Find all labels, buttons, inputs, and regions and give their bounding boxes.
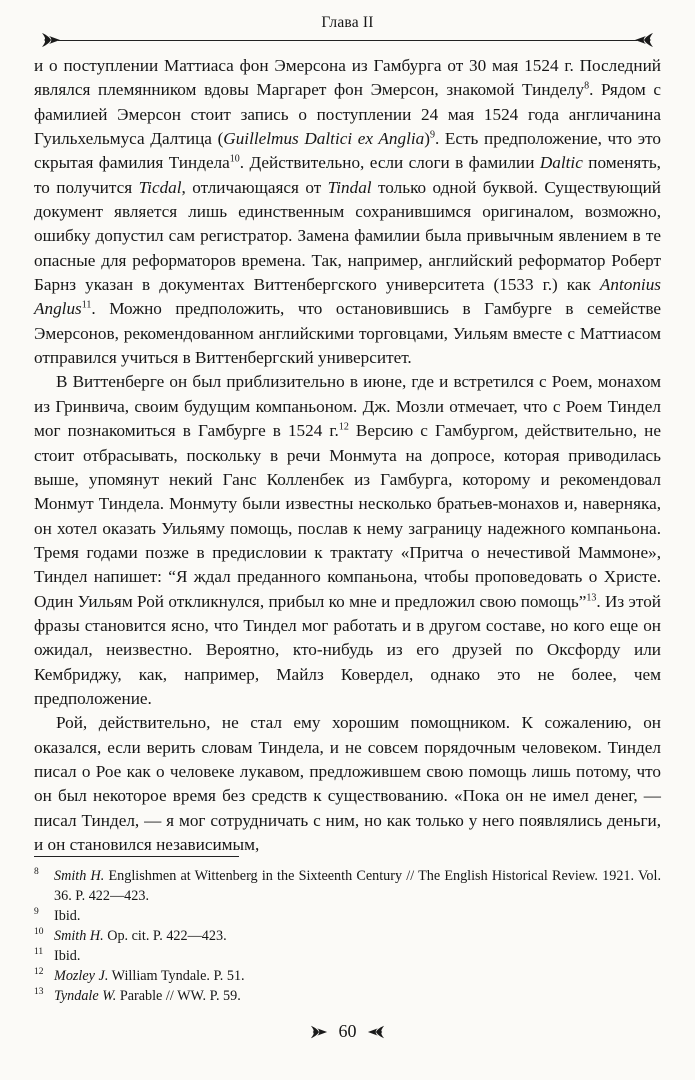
italic-text: Daltic: [539, 153, 583, 173]
fleuron-ornament-icon: [307, 1023, 331, 1041]
footnote: 10 Smith H. Op. cit. P. 422—423.: [34, 927, 227, 944]
text-run: , отличающаяся от: [181, 177, 328, 197]
text-run: ): [424, 129, 430, 149]
paragraph: [34, 711, 661, 857]
footnote-ref: 10: [229, 153, 240, 165]
footnote-separator: [34, 856, 239, 857]
text-run: William Tyndale. P. 51.: [108, 968, 245, 984]
italic-text: Tyndale W.: [54, 988, 117, 1004]
paragraph: [34, 54, 661, 370]
text-run: поменять, то получится: [34, 153, 661, 197]
chapter-title: Глава II: [321, 14, 374, 31]
text-run: Версию с Гамбургом, действительно, не стоит отбрасывать, поскольку в речи Монмута на допросе, которая приводилась выше, упомянут некий Ганс Колленбек из Гамбурга, которому и рекомендовал Монмут Тиндела. Монмуту были известны несколько братьев-монахов и, наверняка, он хотел оказать Уильяму помощь, послав к нему заграницу надежного компаньона. Тремя годами позже в предисловии к трактату «Притча о нечестивой Маммоне», Тиндел напишет: “Я ждал преданного компаньона, чтобы проповедовать о Христе. Один Уильям Рой откликнулся, прибыл ко мне и предложил свою помощь”: [34, 421, 661, 611]
text-run: . Из этой фразы становится ясно, что Тиндел мог работать и в другом составе, но кого еще он ожидал, неизвестно. Вероятно, кто-нибудь из его друзей по Оксфорду или Кембриджу, как, например, Майлз Ковердел, однако это не более, чем предположение.: [34, 591, 661, 708]
footnote: 9 Ibid.: [34, 907, 81, 924]
page-number: 60: [338, 1021, 357, 1042]
footnote: 13 Tyndale W. Parable // WW. P. 59.: [34, 987, 241, 1004]
footnote-ref: 8: [584, 80, 590, 92]
footnote-ref: 12: [338, 421, 349, 433]
italic-text: Smith H.: [54, 868, 105, 884]
text-run: Ibid.: [54, 948, 81, 964]
text-run: Englishmen at Wittenberg in the Sixteenth Century // The English Historical Review. 1921. Vol. 36. P. 422—423.: [54, 868, 662, 904]
italic-text: Ticdal: [138, 177, 182, 197]
text-run: . Можно предположить, что остановившись в Гамбурге в семействе Эмерсонов, рекомендованном английскими торговцами, Уильям вместе с Маттиасом отправился учиться в Виттенбергский университет.: [34, 299, 661, 368]
text-run: . Действительно, если слоги в фамилии: [239, 153, 540, 173]
text-run: и о поступлении Маттиаса фон Эмерсона из Гамбурга от 30 мая 1524 г. Последний являлся племянником вдовы Маргарет фон Эмерсон, знакомой Тинделу: [34, 56, 661, 100]
header-rule: [58, 40, 637, 41]
text-run: Ibid.: [54, 908, 81, 924]
footnote-ref: 9: [429, 129, 435, 141]
text-run: Op. cit. P. 422—423.: [103, 928, 227, 944]
fleuron-ornament-icon: [633, 30, 655, 50]
footnote: 11 Ibid.: [34, 947, 81, 964]
text-run: В Виттенберге он был приблизительно в июне, где и встретился с Роем, монахом из Гринвича, своим будущим компаньоном. Дж. Мозли отмечает, что с Роем Тиндел мог познакомиться в Гамбурге в 1524 г.: [34, 372, 661, 441]
italic-text: Smith H.: [54, 928, 104, 944]
italic-text: Mozley J.: [54, 968, 109, 984]
italic-text: Guillelmus Daltici ex Anglia: [223, 129, 425, 149]
text-run: . Рядом с фамилией Эмерсон стоит запись о поступлении 24 мая 1524 года англичанина Гуильхельмуса Далтица (: [34, 80, 661, 149]
fleuron-ornament-icon: [40, 30, 62, 50]
fleuron-ornament-icon: [364, 1023, 388, 1041]
footnotes: [34, 866, 661, 1006]
running-header: [0, 14, 695, 32]
footnote: 12 Mozley J. William Tyndale. P. 51.: [34, 967, 245, 984]
text-run: Parable // WW. P. 59.: [116, 988, 241, 1004]
text-run: Рой, действительно, не стал ему хорошим помощником. К сожалению, он оказался, если верить словам Тиндела, и не совсем порядочным человеком. Тиндел писал о Рое как о человеке лукавом, предложившем свою помощь лишь потому, что он был некоторое время без средств к существованию. «Пока он не имел денег, — писал Тиндел, — я мог сотрудничать с ним, но как только у него появлялись деньги, и он становился независимым,: [34, 713, 661, 854]
italic-text: Antonius Anglus: [34, 275, 661, 319]
italic-text: Tindal: [327, 177, 372, 197]
body-text: [34, 54, 661, 857]
footnote-ref: 11: [81, 299, 92, 311]
text-run: только одной буквой. Существующий документ является лишь единственным сохранившимся оригиналом, возможно, ошибку допустил сам регистратор. Замена фамилии была привычным явлением в те опасные для реформаторов времена. Так, например, английский реформатор Роберт Барнз указан в документах Виттенбергского университета (1533 г.) как: [34, 177, 661, 295]
page-number-block: [0, 1020, 695, 1042]
footnote: 8 Smith H. Englishmen at Wittenberg in the Sixteenth Century // The English Historical Review. 1921. Vol. 36. P. 422—423.: [34, 867, 662, 904]
paragraph: [34, 370, 661, 711]
footnote-ref: 13: [586, 591, 597, 603]
text-run: . Есть предположение, что это скрытая фамилия Тиндела: [34, 129, 661, 173]
